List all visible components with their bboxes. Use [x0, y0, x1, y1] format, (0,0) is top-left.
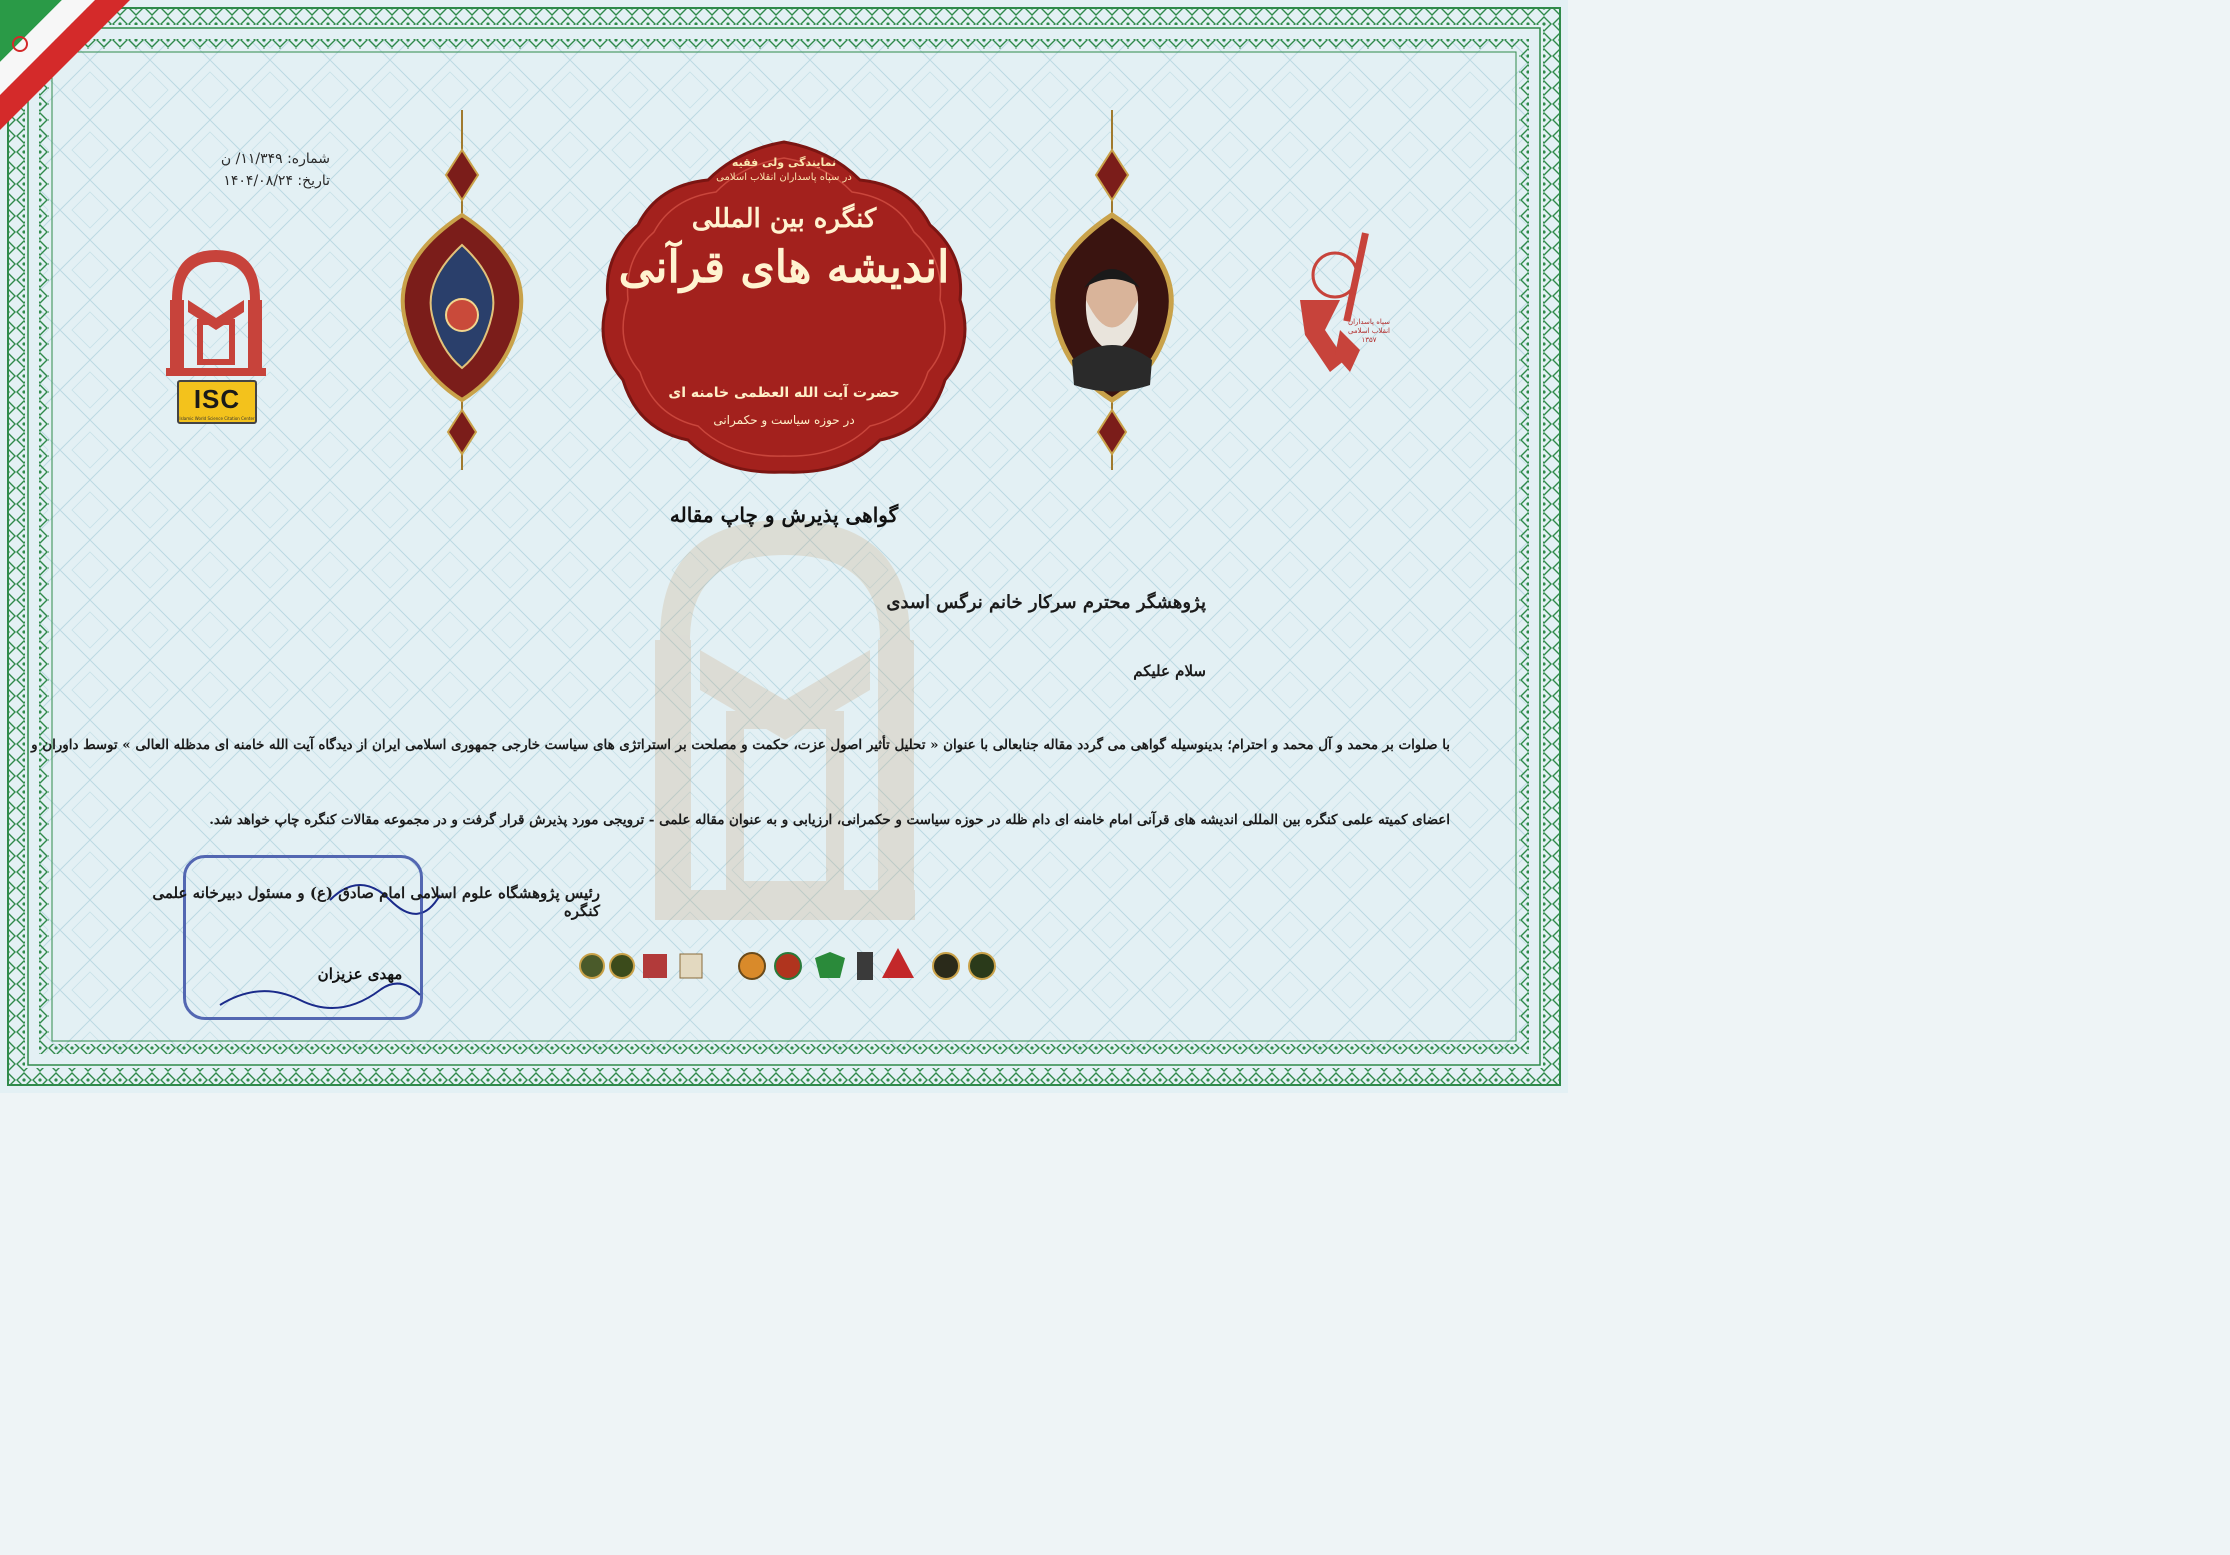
- seal-stamp: [183, 855, 423, 1020]
- certificate-title: گواهی پذیرش و چاپ مقاله: [669, 503, 899, 527]
- reference-number: شماره: ۱۱/۳۴۹/ ن: [220, 151, 330, 167]
- recipient-line: پژوهشگر محترم سرکار خانم نرگس اسدی: [886, 592, 1206, 613]
- emblem-title-line2: اندیشه های قرآنی: [618, 242, 950, 293]
- issue-date: تاریخ: ۱۴۰۴/۰۸/۲۴: [223, 173, 330, 189]
- irgc-caption: سپاه پاسداران انقلاب اسلامی ۱۳۵۷: [1347, 318, 1391, 344]
- reference-block: [150, 148, 330, 192]
- isc-label: ISC: [193, 384, 241, 414]
- emblem-title-line3: حضرت آیت الله العظمی خامنه ای: [668, 385, 900, 401]
- signer-name: مهدی عزیزان: [317, 965, 403, 983]
- emblem-title-line1: کنگره بین المللی: [691, 204, 877, 234]
- congress-emblem: [600, 142, 968, 482]
- isc-logo: [177, 380, 257, 424]
- body-text-line1: با صلوات بر محمد و آل محمد و احترام؛ بدینوسیله گواهی می گردد مقاله جنابعالی با عنوان « تحلیل تأثیر اصول عزت، حکمت و مصلحت بر استراتژی های سیاست خارجی جمهوری اسلامی ایران از دیدگاه آیت الله خامنه ای مدظله العالی » توسط داوران و: [31, 737, 1450, 753]
- greeting: سلام علیکم: [1133, 662, 1206, 680]
- emblem-org-line1: نمایندگی ولی فقیه: [731, 156, 837, 169]
- body-text-line2: اعضای کمیته علمی کنگره بین المللی اندیشه های قرآنی امام خامنه ای دام ظله در حوزه سیاست و حکمرانی، ارزیابی و به عنوان مقاله علمی - ترویجی مورد پذیرش قرار گرفت و در مجموعه مقالات کنگره چاپ خواهد شد.: [209, 812, 1450, 828]
- isc-sub-label: Islamic World Science Citation Center: [179, 416, 255, 421]
- signature-title: رئیس پژوهشگاه علوم اسلامی امام صادق (ع) و مسئول دبیرخانه علمی کنگره: [152, 884, 600, 920]
- emblem-subtitle: در حوزه سیاست و حکمرانی: [713, 413, 855, 427]
- certificate: [0, 0, 1568, 1093]
- emblem-org-line2: در سپاه پاسداران انقلاب اسلامی: [716, 172, 852, 183]
